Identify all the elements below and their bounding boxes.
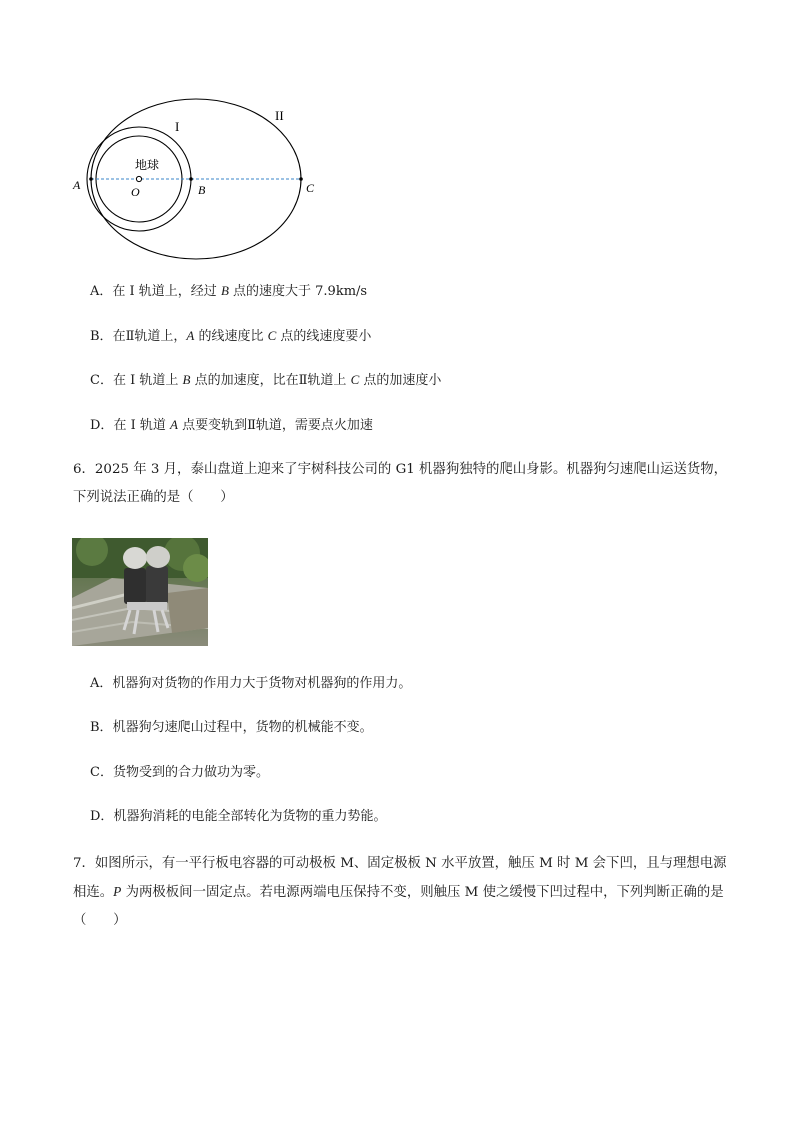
q6-option-a [90, 675, 411, 693]
label-a: A [73, 178, 81, 192]
center-o [136, 176, 141, 181]
option-text: 点的速度大于 7.9km/s [228, 284, 368, 299]
orbit-diagram [60, 98, 320, 268]
option-var: C [350, 372, 360, 387]
question-text: 6．2025 年 3 月，泰山盘道上迎来了宇树科技公司的 G1 机器狗独特的爬山身影。机器狗匀速爬山运送货物，下列说法正确的是（ ） [73, 462, 728, 505]
label-b: B [198, 183, 206, 197]
q6-option-c [90, 764, 269, 782]
label-ii: II [275, 108, 284, 123]
question-part: 为两极板间一固定点。若电源两端电压保持不变，则触压 M 使之缓慢下凹过程中，下列判断正确的是（ ） [73, 885, 724, 928]
point-a [89, 177, 93, 181]
robot-dog-illustration [72, 538, 208, 646]
option-letter: D． [90, 418, 114, 433]
option-text: 机器狗匀速爬山过程中，货物的机械能不变。 [112, 720, 373, 735]
q5-option-b [90, 327, 371, 346]
option-var: A [186, 328, 195, 343]
q5-option-d [90, 416, 373, 435]
option-var: B [220, 283, 229, 298]
option-text: 点的加速度，比在Ⅱ轨道上 [190, 373, 351, 388]
option-var: B [182, 372, 191, 387]
option-text: 在Ⅱ轨道上， [112, 329, 187, 344]
option-text: 在 I 轨道 [113, 418, 170, 433]
point-b [189, 177, 193, 181]
option-text: 机器狗对货物的作用力大于货物对机器狗的作用力。 [112, 676, 412, 691]
option-text: 点的加速度小 [359, 373, 442, 388]
option-letter: B． [90, 329, 113, 344]
option-letter: A． [90, 284, 113, 299]
question-part: 7．如图所示，有一平行板电容器的可动极板 M、固定极板 N 水平放置，触压 M 时 M 会下凹，且与理想电源相连。 [73, 856, 727, 900]
q6-stem [73, 456, 733, 512]
option-letter: C． [90, 765, 113, 780]
question-text [73, 850, 733, 935]
robot-dog-photo [72, 538, 208, 646]
label-c: C [306, 181, 315, 195]
option-text: 的线速度比 [194, 329, 268, 344]
point-c [299, 177, 303, 181]
question-var: P [113, 884, 122, 899]
q7-stem [73, 850, 733, 935]
option-text: 机器狗消耗的电能全部转化为货物的重力势能。 [113, 809, 387, 824]
option-text: 在 I 轨道上 [112, 373, 183, 388]
option-text: 点的线速度要小 [276, 329, 372, 344]
q5-option-c [90, 371, 441, 390]
q5-option-a [90, 282, 367, 301]
option-text: 点要变轨到Ⅱ轨道，需要点火加速 [177, 418, 373, 433]
q6-option-d [90, 808, 386, 826]
option-var: C [267, 328, 277, 343]
q6-option-b [90, 719, 373, 737]
label-o: O [131, 185, 140, 199]
option-text: 货物受到的合力做功为零。 [112, 765, 269, 780]
label-i: I [175, 119, 180, 134]
option-letter: C． [90, 373, 113, 388]
option-letter: D． [90, 809, 114, 824]
option-letter: A． [90, 676, 113, 691]
option-text: 在 I 轨道上，经过 [112, 284, 221, 299]
option-letter: B． [90, 720, 113, 735]
label-earth: 地球 [135, 158, 160, 172]
option-var: A [169, 417, 178, 432]
